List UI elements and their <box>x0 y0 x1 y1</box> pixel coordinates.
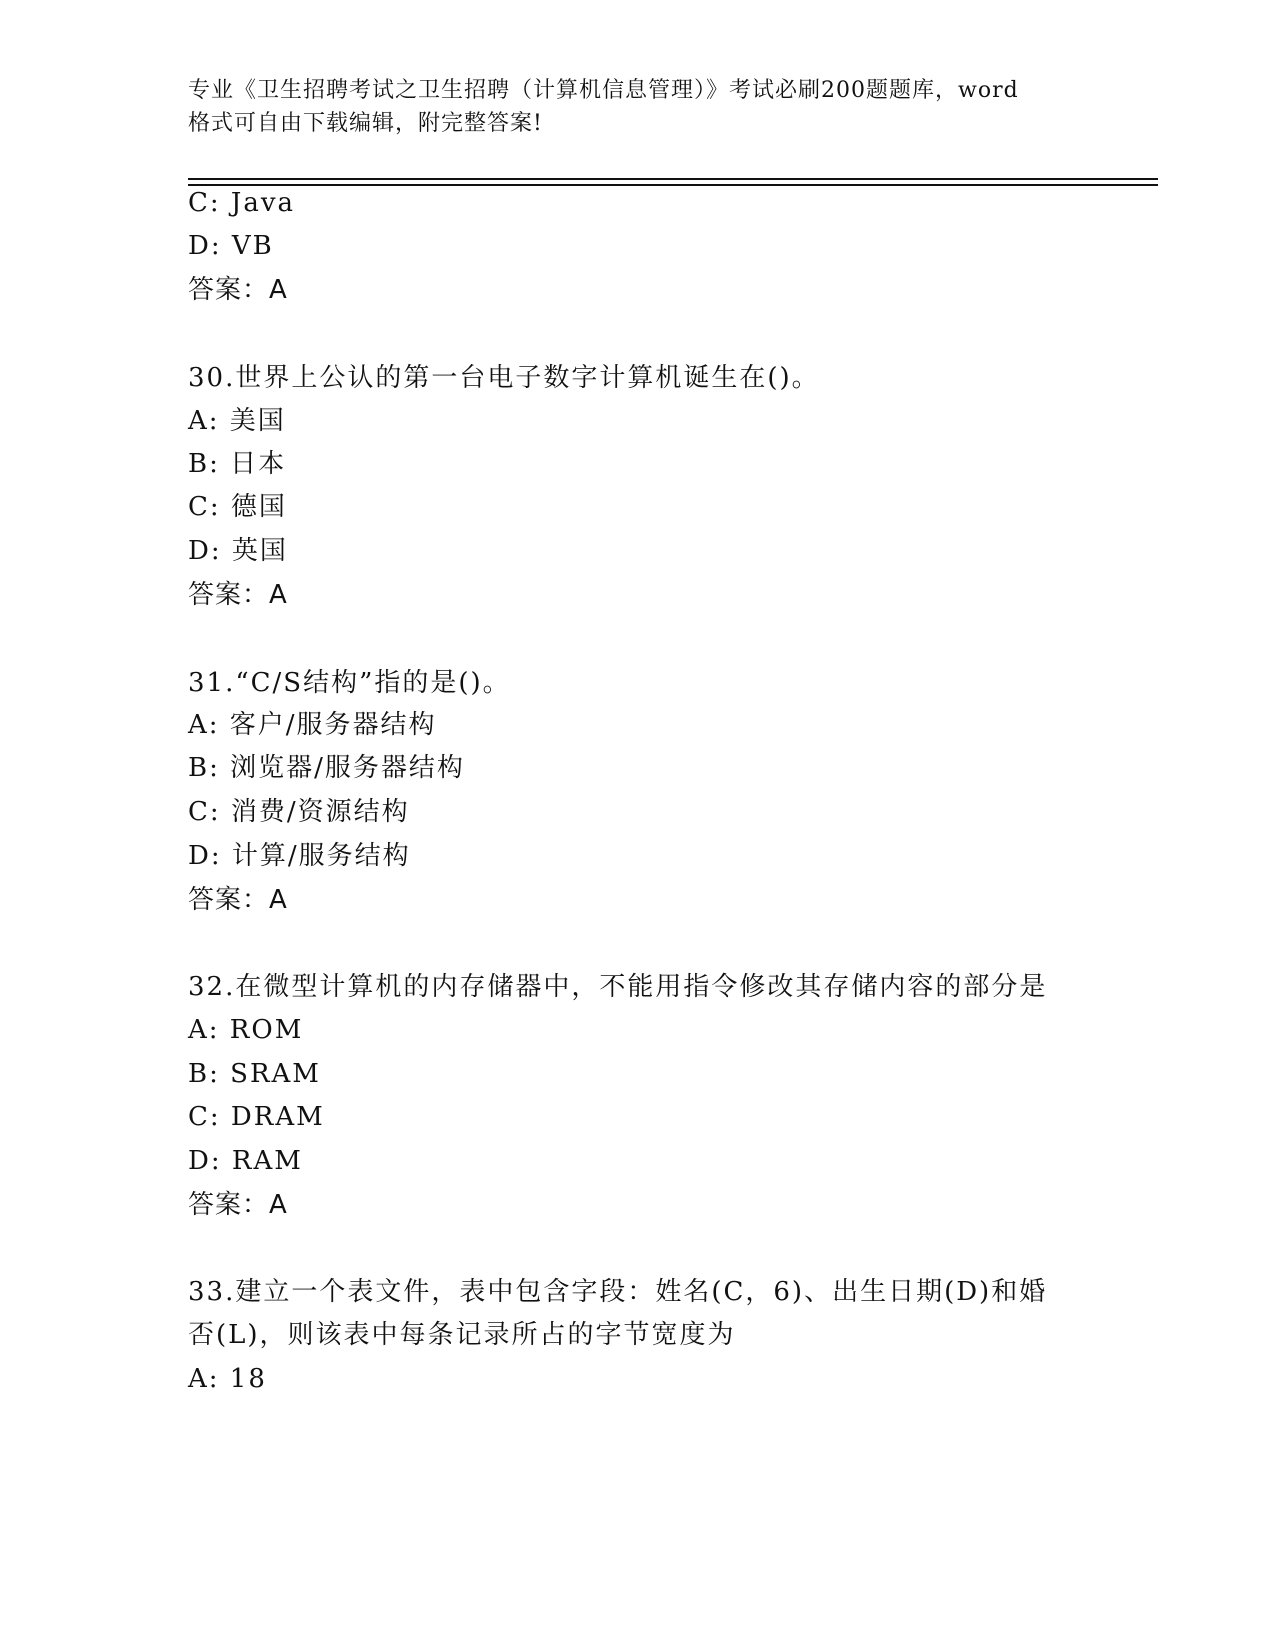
q31-answer: 答案：A <box>188 885 288 915</box>
q33-option-a: A: 18 <box>188 1364 267 1394</box>
q32-option-a: A: ROM <box>188 1015 304 1045</box>
q30-answer: 答案：A <box>188 580 288 610</box>
q29-answer: 答案：A <box>188 275 288 305</box>
q32-question: 32.在微型计算机的内存储器中，不能用指令修改其存储内容的部分是 <box>188 972 1048 1002</box>
q32-option-b: B: SRAM <box>188 1059 321 1089</box>
q29-option-c: C: Java <box>188 188 296 218</box>
q31-question: 31.“C/S结构”指的是()。 <box>188 668 511 698</box>
q30-question: 30.世界上公认的第一台电子数字计算机诞生在()。 <box>188 363 820 393</box>
q31-option-b: B: 浏览器/服务器结构 <box>188 753 465 783</box>
document-header <box>188 74 1088 140</box>
header-rule-bottom <box>188 184 1158 186</box>
q32-option-c: C: DRAM <box>188 1102 325 1132</box>
q32-option-d: D: RAM <box>188 1146 303 1176</box>
q30-option-d: D: 英国 <box>188 536 288 566</box>
q33-question-line-1: 33.建立一个表文件，表中包含字段：姓名(C，6)、出生日期(D)和婚 <box>188 1277 1048 1307</box>
q32-answer: 答案：A <box>188 1190 288 1220</box>
q31-option-a: A: 客户/服务器结构 <box>188 710 437 740</box>
header-rule-top <box>188 178 1158 180</box>
q30-option-a: A: 美国 <box>188 406 286 436</box>
q29-option-d: D: VB <box>188 231 274 261</box>
q33-question-line-2: 否(L)，则该表中每条记录所占的字节宽度为 <box>188 1320 736 1350</box>
header-title-line-1: 专业《卫生招聘考试之卫生招聘（计算机信息管理）》考试必刷200题题库，word <box>188 78 1019 103</box>
header-title-line-2: 格式可自由下载编辑，附完整答案! <box>188 111 543 136</box>
q31-option-c: C: 消费/资源结构 <box>188 797 410 827</box>
q31-option-d: D: 计算/服务结构 <box>188 841 411 871</box>
q30-option-c: C: 德国 <box>188 492 287 522</box>
q30-option-b: B: 日本 <box>188 449 287 479</box>
